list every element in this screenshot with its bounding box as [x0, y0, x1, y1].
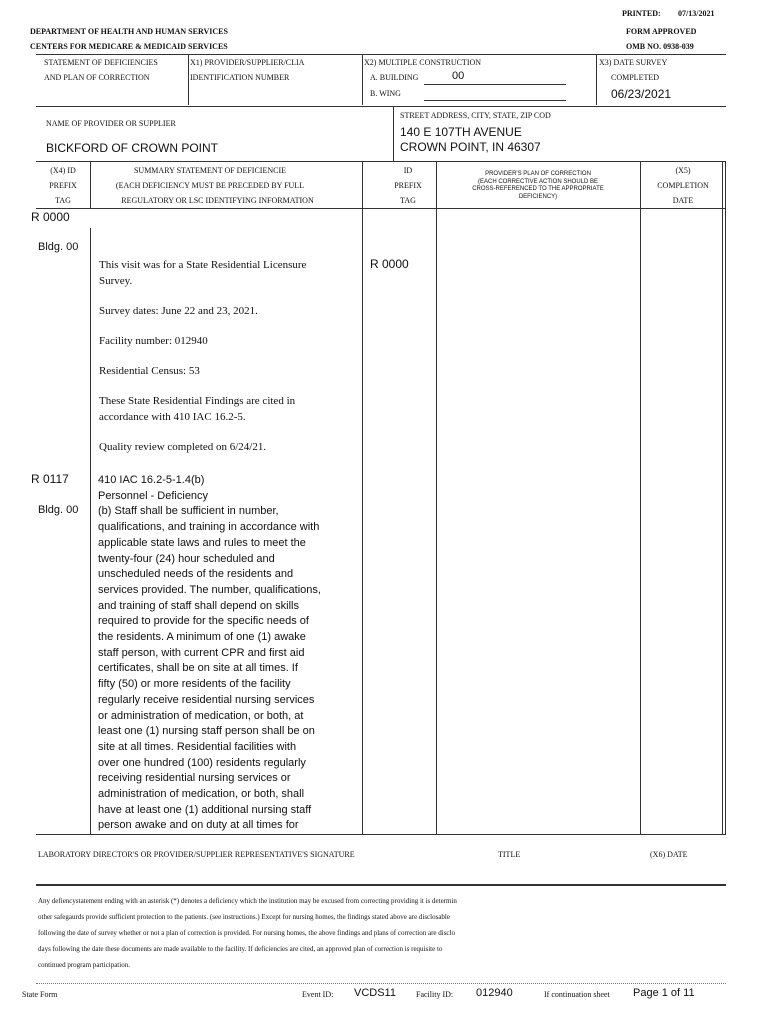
- id-prefix-header: PREFIX: [394, 181, 422, 190]
- rule-col-3: [436, 161, 437, 834]
- address-label: STREET ADDRESS, CITY, STATE, ZIP COD: [400, 111, 551, 120]
- x3-label-1: X3) DATE SURVEY: [599, 58, 668, 67]
- regulation-line: qualifications, and training in accordance with: [98, 521, 320, 534]
- paragraph-citation: These State Residential Findings are cited in accordance with 410 IAC 16.2-5.: [99, 395, 296, 423]
- x2-label: X2) MULTIPLE CONSTRUCTION: [364, 58, 482, 67]
- omb-number: OMB NO. 0938-039: [626, 42, 694, 51]
- address-line-1: 140 E 107TH AVENUE: [400, 125, 522, 139]
- paragraph-facility-number: Facility number: 012940: [99, 335, 208, 347]
- continuation-label: If continuation sheet: [544, 990, 610, 999]
- printed-label: PRINTED:: [622, 9, 661, 18]
- wing-underline: [424, 100, 566, 101]
- regulation-line: or administration of medication, or both, at: [98, 709, 304, 722]
- regulation-line: services provided. The number, qualifications,: [98, 583, 321, 596]
- rule-col-1-header: [90, 161, 91, 208]
- event-id-label: Event ID:: [302, 990, 334, 999]
- regulation-line: regularly receive residential nursing services: [98, 693, 315, 706]
- rule-footer: [36, 983, 726, 984]
- building-label: A. BUILDING: [370, 73, 419, 82]
- x1-label-1: X1) PROVIDER/SUPPLIER/CLIA: [190, 58, 305, 67]
- x1-label-2: IDENTIFICATION NUMBER: [190, 73, 290, 82]
- rule-col-1-body: [90, 228, 91, 834]
- regulation-line: certificates, shall be on site at all times. If: [98, 662, 298, 675]
- regulation-line: fifty (50) or more residents of the facility: [98, 678, 291, 691]
- regulation-line: site at all times. Residential facilities with: [98, 740, 297, 753]
- address-line-2: CROWN POINT, IN 46307: [400, 140, 541, 154]
- building-underline: [424, 84, 566, 85]
- disclaimer: [38, 893, 728, 973]
- disclaimer-line: following the date of survey whether or not a plan of correction is provided. For nursing homes, the above findings and plans of correction are disclo: [38, 929, 455, 937]
- regulation-line: person awake and on duty at all times for: [98, 819, 299, 832]
- id-tag-header: TAG: [400, 196, 416, 205]
- page-indicator: Page 1 of 11: [633, 987, 695, 999]
- rule-col-5: [722, 161, 723, 834]
- tag-r0000: R 0000: [31, 210, 70, 224]
- x3-label-2: COMPLETED: [611, 73, 659, 82]
- paragraph-survey-type: This visit was for a State Residential Licensure Survey.: [99, 259, 307, 287]
- rule-columns-bottom: [36, 208, 726, 209]
- rule-provider-mid: [393, 106, 394, 161]
- paragraph-quality-review: Quality review completed on 6/24/21.: [99, 441, 267, 453]
- summary-header-2: (EACH DEFICIENCY MUST BE PRECEDED BY FULL: [115, 181, 305, 190]
- regulation-line: required to provide for the specific needs of: [98, 615, 309, 628]
- id-header: ID: [403, 166, 413, 175]
- department-title: DEPARTMENT OF HEALTH AND HUMAN SERVICES: [30, 27, 228, 36]
- centers-title: CENTERS FOR MEDICARE & MEDICAID SERVICES: [30, 42, 228, 51]
- bldg-label-2: Bldg. 00: [38, 504, 79, 516]
- disclaimer-line: continued program participation.: [38, 961, 130, 969]
- rule-signature-bottom: [36, 884, 726, 886]
- facility-id-label: Facility ID:: [416, 990, 454, 999]
- regulation-line: receiving residential nursing services or: [98, 772, 291, 785]
- regulation-line: unscheduled needs of the residents and: [98, 568, 294, 581]
- plan-header-1: PROVIDER'S PLAN OF CORRECTION: [485, 171, 591, 177]
- regulation-line: (b) Staff shall be sufficient in number,: [98, 505, 279, 518]
- summary-header-3: REGULATORY OR LSC IDENTIFYING INFORMATION: [121, 196, 314, 205]
- rule-col-4: [640, 161, 641, 834]
- rule-v2: [362, 54, 363, 105]
- provider-name: BICKFORD OF CROWN POINT: [46, 141, 218, 155]
- regulation-line: staff person, with current CPR and first aid: [98, 646, 305, 659]
- plan-header: [438, 171, 638, 201]
- regulation-line: and training of staff shall depend on skills: [98, 599, 299, 612]
- state-form-label: State Form: [22, 990, 58, 999]
- statement-label-1: STATEMENT OF DEFICIENCIES: [44, 58, 158, 67]
- paragraph-census: Residential Census: 53: [99, 365, 200, 377]
- tag-r0117: R 0117: [31, 472, 69, 486]
- x5-completion-header: COMPLETION: [657, 181, 709, 190]
- regulation-block: [98, 473, 348, 834]
- paragraph-survey-dates: Survey dates: June 22 and 23, 2021.: [99, 305, 258, 317]
- survey-completed-date: 06/23/2021: [611, 87, 672, 101]
- facility-id-value: 012940: [476, 987, 513, 999]
- provider-name-label: NAME OF PROVIDER OR SUPPLIER: [46, 119, 176, 128]
- regulation-line: administration of medication, or both, shall: [98, 788, 305, 801]
- x4-tag-header: TAG: [55, 196, 71, 205]
- statement-label-2: AND PLAN OF CORRECTION: [44, 73, 150, 82]
- wing-label: B. WING: [370, 89, 401, 98]
- plan-header-2: (EACH CORRECTIVE ACTION SHOULD BE: [477, 178, 599, 185]
- rule-v1: [188, 54, 189, 105]
- disclaimer-line: Any defiencystatement ending with an asterisk (*) denotes a deficiency which the institution may be excused from correcting providing it is determin: [38, 897, 457, 905]
- rule-provider-top: [36, 106, 726, 107]
- form-approved: FORM APPROVED: [626, 27, 697, 36]
- x4-id-header: (X4) ID: [50, 166, 76, 175]
- x6-date-label: (X6) DATE: [650, 850, 688, 859]
- regulation-line: twenty-four (24) hour scheduled and: [98, 552, 275, 565]
- rule-top: [36, 54, 726, 55]
- regulation-line: 410 IAC 16.2-5-1.4(b): [98, 474, 205, 486]
- event-id-value: VCDS11: [354, 987, 396, 999]
- regulation-line: applicable state laws and rules to meet the: [98, 536, 306, 549]
- regulation-line: Personnel - Deficiency: [98, 489, 209, 502]
- building-value: 00: [452, 70, 465, 82]
- regulation-line: over one hundred (100) residents regularly: [98, 756, 306, 769]
- bldg-label-1: Bldg. 00: [38, 241, 79, 253]
- disclaimer-line: other safegaurds provide sufficient protection to the patients. (see instructions.) Except for nursing homes, the findings stated above are disclosable: [38, 913, 450, 921]
- x5-date-header: DATE: [672, 196, 694, 205]
- regulation-line: the residents. A minimum of one (1) awake: [98, 631, 306, 644]
- title-label: TITLE: [498, 850, 521, 859]
- plan-header-4: DEFICIENCY): [518, 193, 558, 200]
- disclaimer-line: days following the date these documents are made available to the facility. If deficiencies are cited, an approved plan of correction is requisite to: [38, 945, 443, 953]
- signature-label: LABORATORY DIRECTOR'S OR PROVIDER/SUPPLIER REPRESENTATIVE'S SIGNATURE: [38, 850, 355, 859]
- rule-columns-top: [36, 161, 726, 162]
- rule-col-2: [362, 161, 363, 834]
- findings-block: [99, 257, 331, 469]
- id-r0000: R 0000: [370, 257, 409, 271]
- summary-header-1: SUMMARY STATEMENT OF DEFICIENCIE: [133, 166, 287, 175]
- regulation-line: least one (1) nursing staff person shall be on: [98, 725, 315, 738]
- plan-header-3: CROSS-REFERENCED TO THE APPROPRIATE: [472, 186, 604, 192]
- regulation-line: have at least one (1) additional nursing staff: [98, 803, 312, 816]
- x4-prefix-header: PREFIX: [49, 181, 77, 190]
- printed-date: 07/13/2021: [678, 9, 715, 18]
- rule-col-5b: [725, 161, 726, 834]
- rule-signature-top: [36, 834, 726, 835]
- rule-v3: [596, 54, 597, 105]
- x5-header: (X5): [675, 166, 691, 175]
